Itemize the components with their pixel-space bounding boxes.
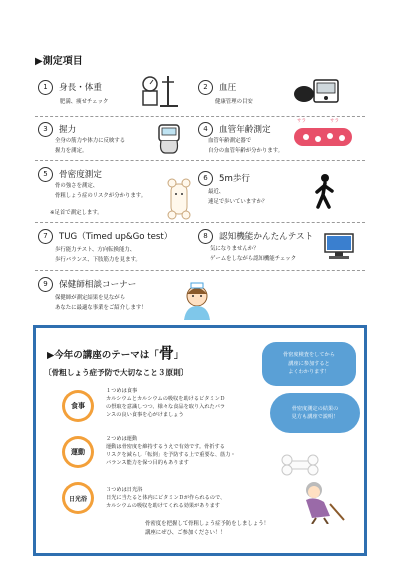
theme-subtitle: 〔骨粗しょう症予防で大切なこと３原則〕 <box>44 368 189 377</box>
row-divider <box>35 270 365 271</box>
row-divider <box>35 116 365 117</box>
item-2-title: 2 血圧 <box>198 80 236 95</box>
computer-monitor-icon <box>323 232 357 262</box>
item-6-title: 6 5m歩行 <box>198 171 250 186</box>
height-scale-icon <box>140 74 180 110</box>
item-3-title: 3 握力 <box>38 122 76 137</box>
item-4-title: 4 血管年齢測定 <box>198 122 271 137</box>
item-4-desc: 血管年齢測定器で 自分の血管年齢が分かります。 <box>208 138 284 154</box>
bone-icon <box>280 452 320 478</box>
item-8-desc: 気になりませんか？ ゲームをしながら認知機能チェック <box>210 246 297 262</box>
item-5-desc: 骨の強さを測定、 骨粗しょう症のリスクが分かります。 <box>55 183 147 199</box>
principle-sunbath-text: ３つめは日光浴 日光に当たると体内にビタミンＤが作られるので、 カルシウムの吸収を助けてくれる効果があります <box>106 487 226 509</box>
item-1-desc: 肥満、痩せチェック <box>60 99 109 105</box>
grip-dynamometer-icon <box>156 122 182 156</box>
closing-text: 骨密度を把握して骨粗しょう症予防をしましょう！ 講座にぜひ、ご参加ください！！ <box>145 521 269 536</box>
vessel-label-right: サラ <box>330 119 339 124</box>
item-3-desc: 全身の筋力や体力に反映する 握力を測定。 <box>55 138 126 154</box>
blood-pressure-monitor-icon <box>292 78 340 106</box>
nurse-icon <box>180 282 214 320</box>
vessel-label-left: サラ <box>297 119 306 124</box>
item-9-desc: 保健師が測定結果を見ながら あなたに最適な事業をご紹介します！ <box>55 295 147 311</box>
row-divider <box>35 222 365 223</box>
bone-character-icon <box>165 178 193 220</box>
elderly-woman-icon <box>300 480 350 524</box>
item-6-desc: 最近、 速足で歩いていますか？ <box>208 189 268 205</box>
item-7-title: 7 TUG（Timed up&Go test） <box>38 229 172 244</box>
principle-sunbath-badge: 日光浴 <box>62 482 94 514</box>
speech-bubble-1: 骨密度検査をしてから 講座に参加すると よくわかります！ <box>262 342 356 386</box>
theme-title: ▶今年の講座のテーマは「骨」 <box>47 344 184 362</box>
item-2-desc: 健康管理の目安 <box>215 99 253 105</box>
item-1-title: 1 身長・体重 <box>38 80 102 95</box>
item-9-title: 9 保健師相談コーナー <box>38 277 136 292</box>
row-divider <box>35 160 365 161</box>
item-5-title: 5 骨密度測定 <box>38 167 102 182</box>
principle-diet-text: １つめは食事 カルシウムとカルシウムの吸収を助けるビタミンＤ の摂取を意識しつつ、様々な食品を取り入れたバラ ンスの良い食事を心がけましょう <box>106 388 226 418</box>
principle-exercise-badge: 運動 <box>62 436 94 468</box>
principle-exercise-text: ２つめは運動 運動は骨密度を維持するうえで有効です。骨折する リスクを減らし「転倒」を予防する上で重要な、筋力・ バランス能力を保つ目的もあります <box>106 436 236 466</box>
principle-diet-badge: 食事 <box>62 390 94 422</box>
speech-bubble-2: 骨密度測定の結果の 見方も講座で説明！ <box>270 393 360 433</box>
item-5-note: ※足首で測定します。 <box>50 210 103 216</box>
section-heading: ▶測定項目 <box>35 56 83 67</box>
item-8-title: 8 認知機能かんたんテスト <box>198 229 313 244</box>
walking-person-icon <box>312 173 336 213</box>
item-7-desc: 歩行能力テスト、方向転換能力、 歩行バランス、下肢筋力を見ます。 <box>55 247 141 263</box>
